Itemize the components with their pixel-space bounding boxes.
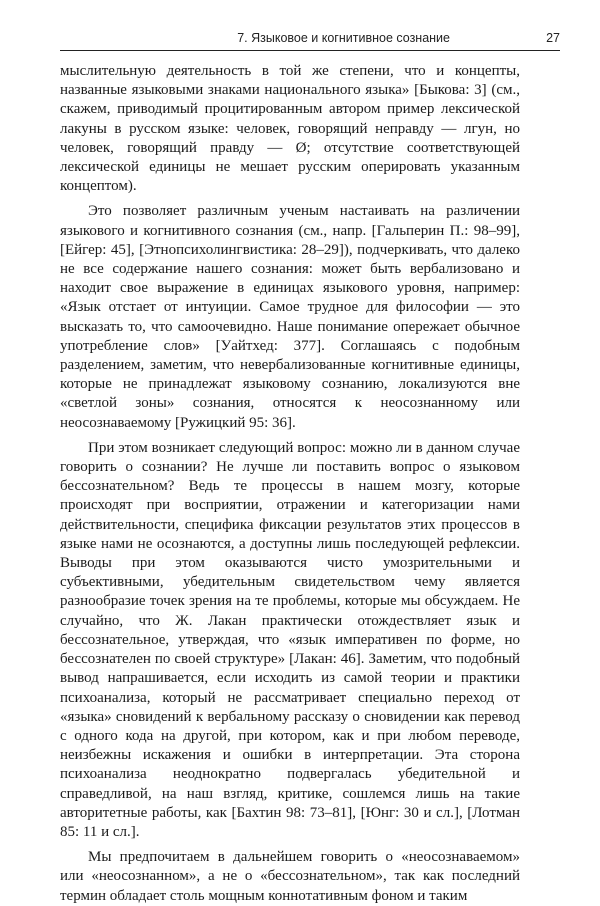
paragraph: Мы предпочитаем в дальнейшем говорить о «неосознаваемом» или «неосознанном», а не о «бессознательном», так как последний термин обладает столь мощным коннотативным фоном и таким: [60, 849, 520, 904]
paragraph-continued: мыслительную деятельность в той же степени, что и концепты, названные языковыми знаками национального языка» [Быкова: 3] (см., скажем, приводимый процитированным автором пример лексической лакуны в русском языке: человек, говорящий неправду — лгун, но человек, говорящий правду — Ø; отсутствие соответствующей лексической единицы не мешает русским оперировать указанным концептом).: [60, 63, 520, 195]
running-title: 7. Языковое и когнитивное сознание: [237, 31, 450, 45]
body-text: [60, 62, 520, 906]
paragraph: При этом возникает следующий вопрос: можно ли в данном случае говорить о сознании? Не лучше ли поставить вопрос о языковом бессознательном? Ведь те процессы в нашем мозгу, которые происходят при восприятии, отражении и категоризации нами действительности, специфика фиксации результатов этих процессов в языке нами не осознаются, а доступны лишь последующей рефлексии. Выводы при этом оказываются чисто умозрительными и субъективными, убедительным свидетельством чему является разнообразие точек зрения на те проблемы, которые мы обсуждаем. Не случайно, что Ж. Лакан практически отождествляет язык и бессознательное, утверждая, что «язык императивен по форме, но бессознателен по своей структуре» [Лакан: 46]. Заметим, что подобный вывод напрашивается, если исходить из самой теории и практики психоанализа, который не рассматривает специально переход от «языка» сновидений к вербальному рассказу о сновидении как перевод с одного кода на другой, при котором, как и при любом переводе, неизбежны искажения и ошибки в интерпретации. Эта сторона психоанализа неоднократно подвергалась убедительной и справедливой, на наш взгляд, критике, сошлемся лишь на такие авторитетные работы, как [Бахтин 98: 73–81], [Юнг: 30 и сл.], [Лотман 85: 11 и сл.].: [60, 439, 520, 840]
running-header: [60, 28, 560, 51]
page-number: 27: [546, 31, 560, 45]
paragraph: Это позволяет различным ученым настаивать на различении языкового и когнитивного сознания (см., напр. [Гальперин П.: 98–99], [Ейгер: 45], [Этнопсихолингвистика: 28–29]), подчеркивать, что далеко не все содержание нашего сознания: может быть вербализовано и находит свое выражение в единицах языкового уровня, например: «Язык отстает от интуиции. Самое трудное для философии — это высказать то, что самоочевидно. Наше понимание опережает обычное употребление слов» [Уайтхед: 377]. Соглашаясь с подобным разделением, заметим, что невербализованные когнитивные единицы, которые не принадлежат языковому сознанию, локализуются вне «светлой зоны» сознания, относятся к неосознанному или неосознаваемому [Ружицкий 95: 36].: [60, 203, 520, 431]
